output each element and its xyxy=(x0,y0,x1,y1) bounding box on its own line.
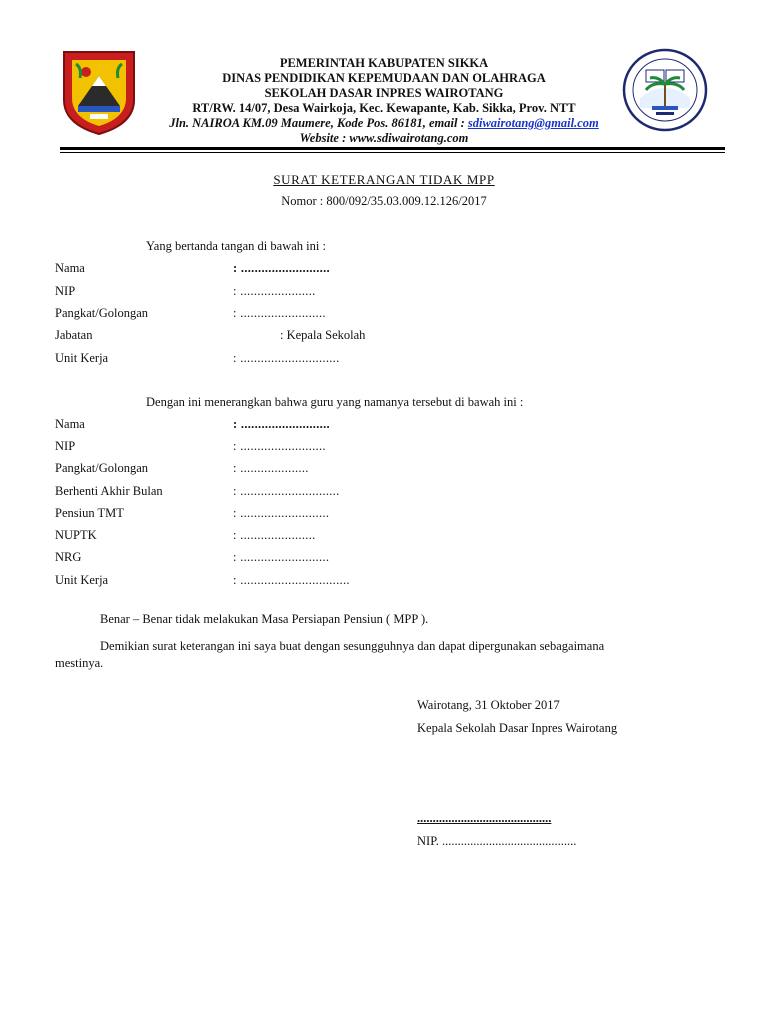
s1-value-unit-kerja: : ............................. xyxy=(233,351,340,365)
letterhead-address: RT/RW. 14/07, Desa Wairkoja, Kec. Kewapante, Kab. Sikka, Prov. NTT xyxy=(192,101,576,115)
s1-label-nip: NIP xyxy=(55,284,76,298)
closing-text-line1: Demikian surat keterangan ini saya buat dengan sesungguhnya dan dapat dipergunakan sebagaimana xyxy=(100,639,605,653)
s2-label-nip: NIP xyxy=(55,439,76,453)
s1-label-jabatan: Jabatan xyxy=(55,328,93,342)
letterhead-government: PEMERINTAH KABUPATEN SIKKA xyxy=(279,56,489,70)
s2-value-nuptk: : ...................... xyxy=(233,528,316,542)
s2-value-unit-kerja: : ................................ xyxy=(233,573,350,587)
s1-value-jabatan: : Kepala Sekolah xyxy=(280,328,366,342)
s2-label-unit-kerja: Unit Kerja xyxy=(55,573,109,587)
section1-intro: Yang bertanda tangan di bawah ini : xyxy=(146,239,326,253)
letterhead-divider-thick xyxy=(60,147,725,150)
section2-intro: Dengan ini menerangkan bahwa guru yang namanya tersebut di bawah ini : xyxy=(146,395,524,409)
letterhead-contact xyxy=(0,115,768,131)
email-link[interactable]: sdiwairotang@gmail.com xyxy=(467,116,599,130)
document-number: Nomor : 800/092/35.03.009.12.126/2017 xyxy=(281,194,487,208)
signature-name-line: ........................................... xyxy=(417,811,552,825)
statement-text: Benar – Benar tidak melakukan Masa Persiapan Pensiun ( MPP ). xyxy=(100,612,429,626)
s2-label-nuptk: NUPTK xyxy=(55,528,97,542)
s2-value-nip: : ......................... xyxy=(233,439,326,453)
s2-value-pensiun-tmt: : .......................... xyxy=(233,506,330,520)
s2-value-nrg: : .......................... xyxy=(233,550,330,564)
s1-value-nama: : .......................... xyxy=(233,261,330,275)
signature-position: Kepala Sekolah Dasar Inpres Wairotang xyxy=(417,721,618,735)
closing-text-line2: mestinya. xyxy=(55,656,104,670)
signature-place-date: Wairotang, 31 Oktober 2017 xyxy=(417,698,560,712)
s2-label-nama: Nama xyxy=(55,417,85,431)
letterhead-department: DINAS PENDIDIKAN KEPEMUDAAN DAN OLAHRAGA xyxy=(222,71,546,85)
s2-value-pangkat: : .................... xyxy=(233,461,309,475)
s2-label-pensiun-tmt: Pensiun TMT xyxy=(55,506,124,520)
letterhead-contact-text: Jln. NAIROA KM.09 Maumere, Kode Pos. 86181, email : xyxy=(169,116,468,130)
s2-label-berhenti: Berhenti Akhir Bulan xyxy=(55,484,163,498)
s2-value-berhenti: : ............................. xyxy=(233,484,340,498)
letterhead-website: Website : www.sdiwairotang.com xyxy=(299,131,469,145)
s1-label-pangkat: Pangkat/Golongan xyxy=(55,306,149,320)
signature-nip: NIP. ........................................... xyxy=(417,834,577,848)
s1-label-nama: Nama xyxy=(55,261,85,275)
letterhead-school-name: SEKOLAH DASAR INPRES WAIROTANG xyxy=(264,86,504,100)
s1-value-pangkat: : ......................... xyxy=(233,306,326,320)
s2-value-nama: : .......................... xyxy=(233,417,330,431)
s2-label-nrg: NRG xyxy=(55,550,82,564)
s2-label-pangkat: Pangkat/Golongan xyxy=(55,461,149,475)
s1-label-unit-kerja: Unit Kerja xyxy=(55,351,109,365)
s1-value-nip: : ...................... xyxy=(233,284,316,298)
letterhead-divider-thin xyxy=(60,152,725,153)
document-title: SURAT KETERANGAN TIDAK MPP xyxy=(273,172,495,187)
